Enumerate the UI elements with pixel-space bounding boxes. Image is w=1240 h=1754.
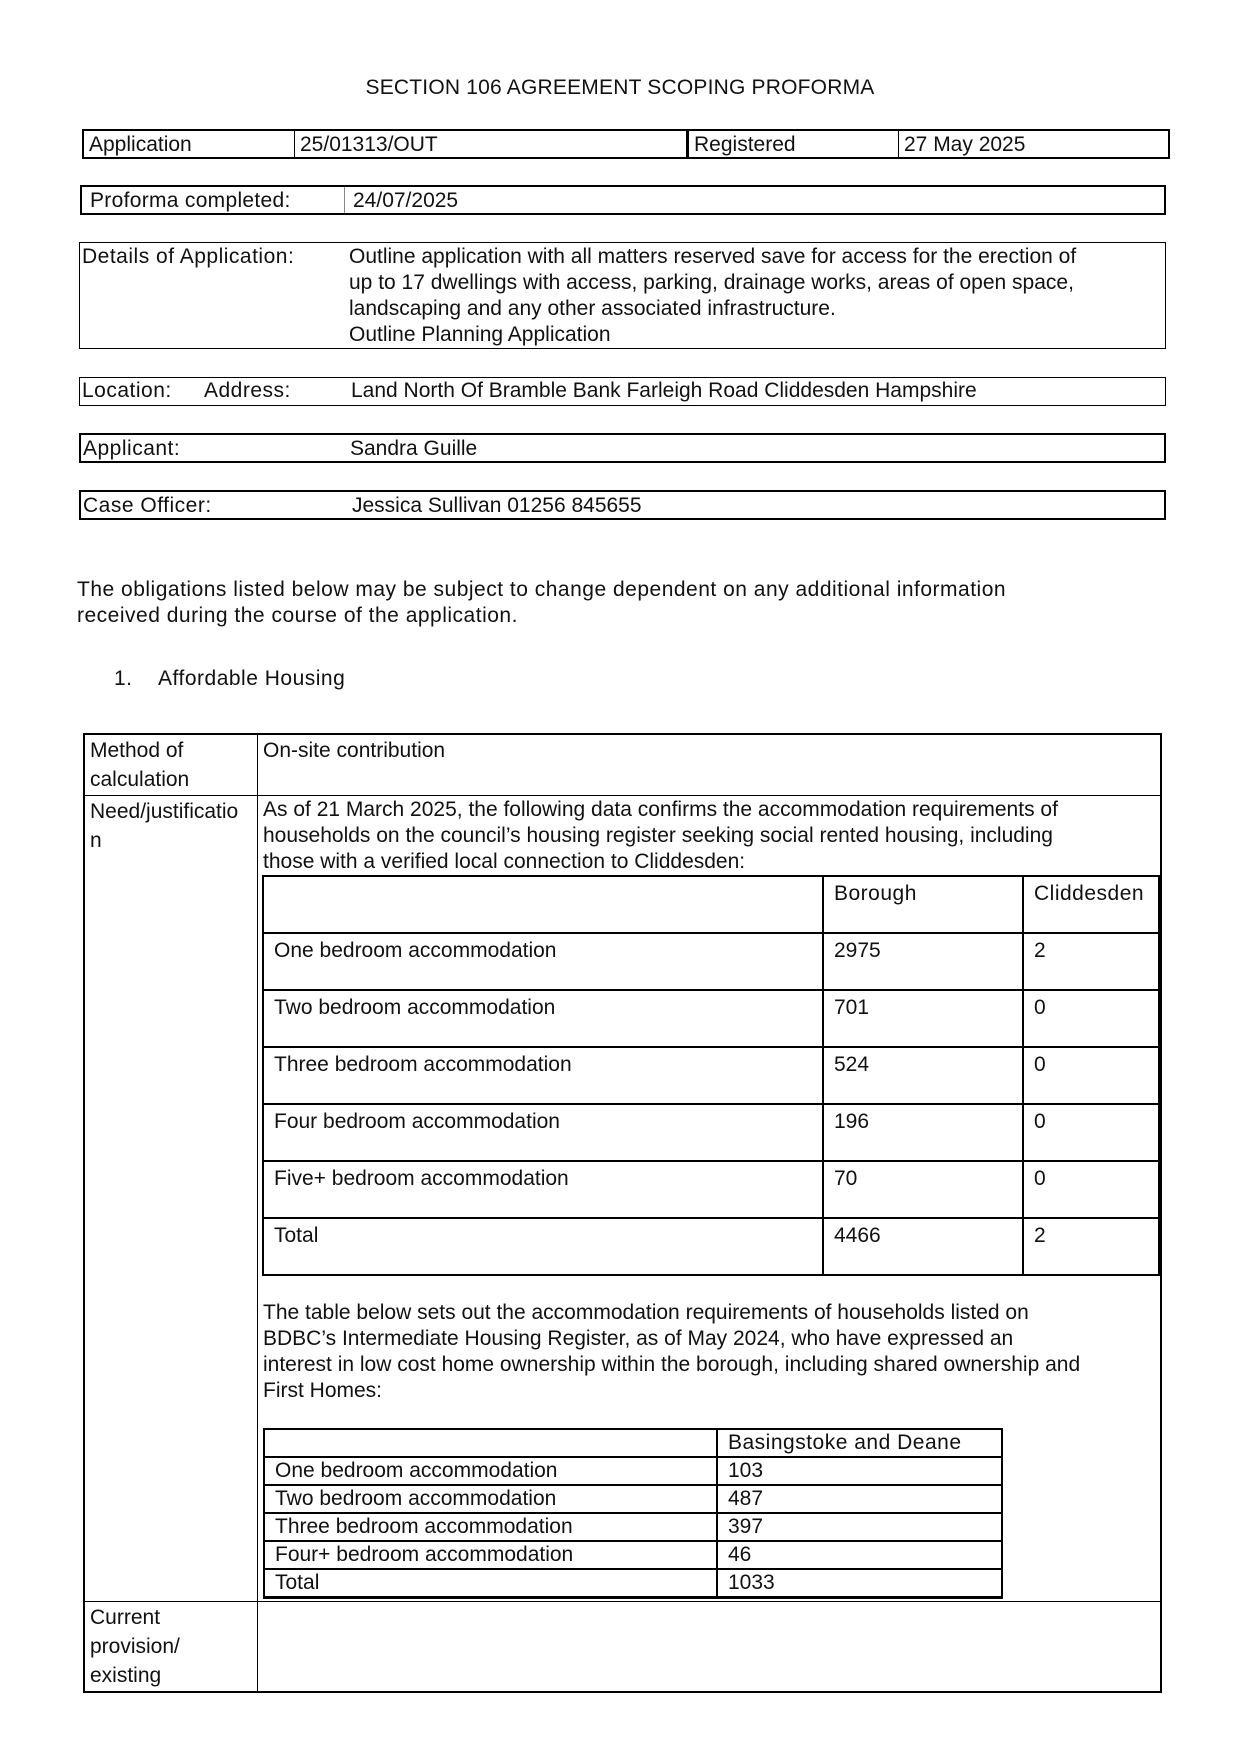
borough-value: 4466 (823, 1218, 1023, 1275)
cliddesden-value: 2 (1023, 1218, 1159, 1275)
header-cliddesden: Cliddesden (1023, 876, 1159, 933)
social-rented-table (262, 875, 1160, 1276)
application-label: Application (89, 133, 192, 156)
method-label (84, 734, 258, 796)
row-label: Two bedroom accommodation (263, 990, 823, 1047)
row-label: Four+ bedroom accommodation (264, 1541, 717, 1569)
current-provision-row (84, 1602, 1161, 1693)
section-heading (114, 666, 345, 692)
details-line: landscaping and any other associated infrastructure. (349, 297, 836, 320)
details-text (349, 244, 1076, 348)
intro-line: First Homes: (263, 1379, 383, 1402)
applicant-table (79, 433, 1166, 463)
need-intro (263, 796, 1160, 875)
total-row (263, 1218, 1159, 1275)
total-row (264, 1569, 1002, 1598)
table-row (263, 1104, 1159, 1161)
row-value: 1033 (717, 1569, 1002, 1598)
need-row (84, 796, 1161, 1602)
details-table (79, 242, 1166, 349)
need-label (84, 796, 258, 1602)
row-label: Three bedroom accommodation (263, 1047, 823, 1104)
intro-line: interest in low cost home ownership within the borough, including shared ownership and (263, 1353, 1081, 1376)
row-value: 397 (717, 1513, 1002, 1541)
intro-line: The table below sets out the accommodation requirements of households listed on (263, 1301, 1029, 1324)
method-value: On-site contribution (258, 734, 1162, 796)
label-line: existing (90, 1664, 162, 1687)
row-label: Three bedroom accommodation (264, 1513, 717, 1541)
row-value: 46 (717, 1541, 1002, 1569)
address-label: Address: (204, 379, 291, 402)
table-row (264, 1541, 1002, 1569)
row-value: 487 (717, 1485, 1002, 1513)
cliddesden-value: 0 (1023, 1047, 1159, 1104)
row-label: Total (263, 1218, 823, 1275)
section-number: 1. (114, 667, 133, 690)
current-value (258, 1602, 1162, 1693)
intermediate-intro (263, 1300, 1160, 1404)
application-number: 25/01313/OUT (300, 133, 438, 156)
registered-date: 27 May 2025 (904, 133, 1026, 156)
page-title: SECTION 106 AGREEMENT SCOPING PROFORMA (365, 76, 875, 99)
label-line: calculation (90, 768, 190, 791)
application-table (82, 129, 1170, 159)
row-label: Two bedroom accommodation (264, 1485, 717, 1513)
proforma-label: Proforma completed: (90, 189, 291, 212)
borough-value: 70 (823, 1161, 1023, 1218)
case-officer-label: Case Officer: (83, 494, 212, 517)
table-header-row (264, 1429, 1002, 1457)
details-line: Outline application with all matters reserved save for access for the erection of (349, 245, 1077, 268)
row-value: 103 (717, 1457, 1002, 1485)
label-line: Current (90, 1606, 161, 1629)
intermediate-housing-table (263, 1428, 1003, 1599)
row-label: One bedroom accommodation (264, 1457, 717, 1485)
section-title: Affordable Housing (158, 667, 346, 690)
need-content (258, 796, 1162, 1602)
borough-value: 524 (823, 1047, 1023, 1104)
header-basingstoke: Basingstoke and Deane (717, 1429, 1002, 1457)
intro-line: those with a verified local connection to Cliddesden: (263, 850, 746, 873)
header-borough: Borough (823, 876, 1023, 933)
case-officer-table (79, 490, 1166, 520)
proforma-table (80, 185, 1166, 215)
row-label: Five+ bedroom accommodation (263, 1161, 823, 1218)
registered-label: Registered (694, 133, 796, 156)
applicant-value: Sandra Guille (350, 437, 478, 460)
header-cell (263, 876, 823, 933)
table-header-row (263, 876, 1159, 933)
note-line: The obligations listed below may be subject to change dependent on any additional information (77, 578, 1007, 601)
intro-line: As of 21 March 2025, the following data confirms the accommodation requirements of (263, 798, 1058, 821)
cliddesden-value: 0 (1023, 1161, 1159, 1218)
method-row (84, 734, 1161, 796)
label-line: provision/ (90, 1635, 180, 1658)
table-row (264, 1457, 1002, 1485)
cliddesden-value: 0 (1023, 1104, 1159, 1161)
cliddesden-value: 0 (1023, 990, 1159, 1047)
note-line: received during the course of the application. (77, 604, 518, 627)
borough-value: 196 (823, 1104, 1023, 1161)
label-line: n (90, 829, 102, 852)
row-label: Total (264, 1569, 717, 1598)
details-label: Details of Application: (82, 245, 295, 268)
location-label: Location: (82, 379, 172, 402)
table-row (263, 1047, 1159, 1104)
details-line: Outline Planning Application (349, 323, 611, 346)
applicant-label: Applicant: (83, 437, 181, 460)
affordable-housing-table (83, 733, 1162, 1693)
current-label (84, 1602, 258, 1693)
intro-line: BDBC’s Intermediate Housing Register, as of May 2024, who have expressed an (263, 1327, 1014, 1350)
table-row (263, 990, 1159, 1047)
case-officer-value: Jessica Sullivan 01256 845655 (352, 494, 642, 517)
cliddesden-value: 2 (1023, 933, 1159, 990)
borough-value: 701 (823, 990, 1023, 1047)
table-row (263, 1161, 1159, 1218)
intro-line: households on the council’s housing register seeking social rented housing, including (263, 824, 1053, 847)
table-row (264, 1513, 1002, 1541)
proforma-date: 24/07/2025 (353, 189, 459, 212)
address-value: Land North Of Bramble Bank Farleigh Road Cliddesden Hampshire (351, 379, 977, 402)
borough-value: 2975 (823, 933, 1023, 990)
table-row (263, 933, 1159, 990)
obligations-note (77, 577, 1006, 629)
label-line: Need/justificatio (90, 800, 239, 823)
header-cell (264, 1429, 717, 1457)
row-label: One bedroom accommodation (263, 933, 823, 990)
row-label: Four bedroom accommodation (263, 1104, 823, 1161)
label-line: Method of (90, 739, 184, 762)
table-row (264, 1485, 1002, 1513)
details-line: up to 17 dwellings with access, parking, drainage works, areas of open space, (349, 271, 1074, 294)
location-table (79, 377, 1166, 406)
